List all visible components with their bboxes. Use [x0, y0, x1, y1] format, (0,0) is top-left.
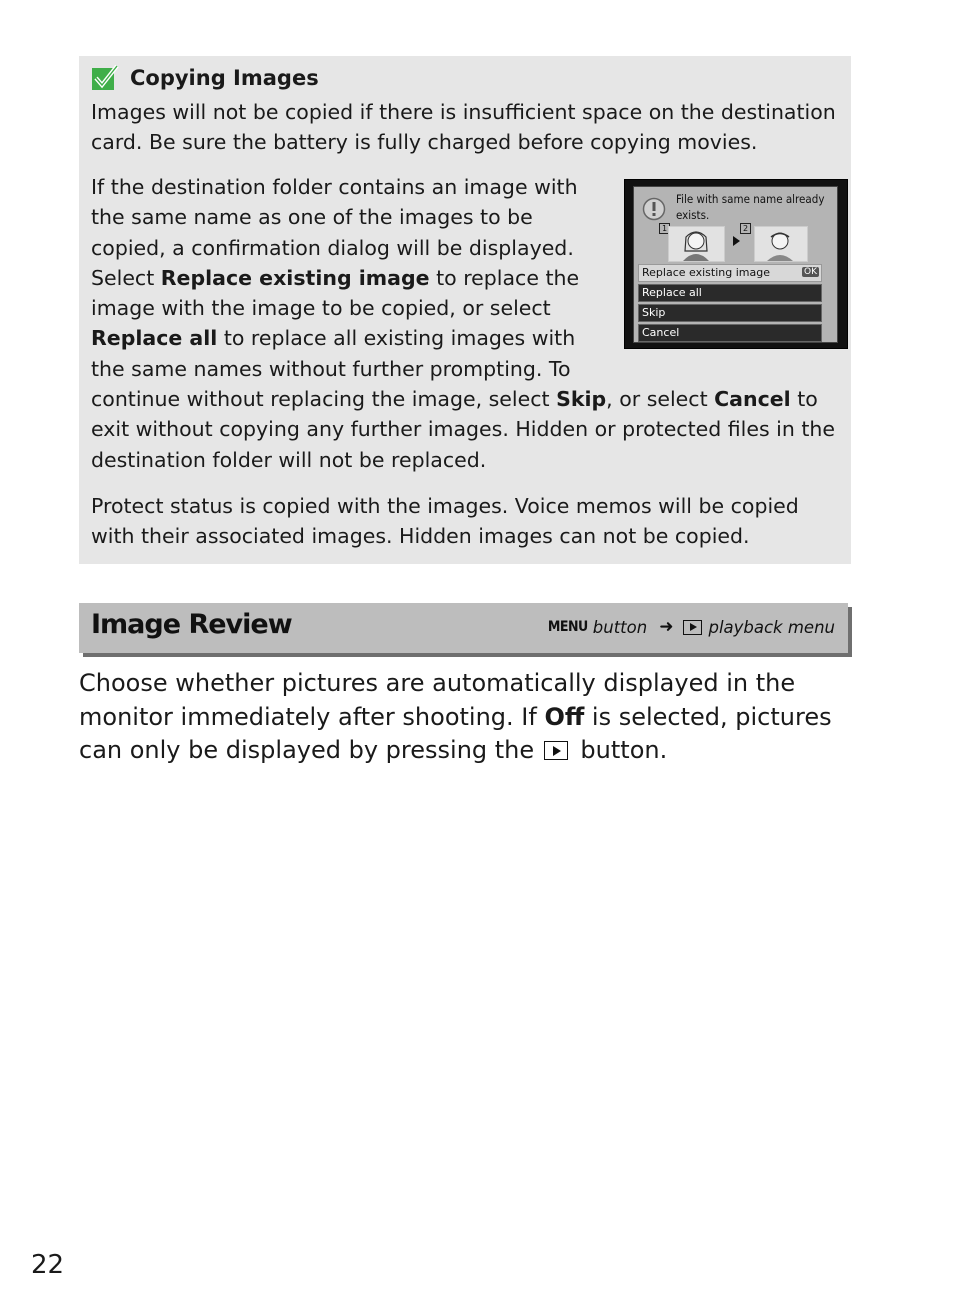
note-paragraph-dialog: File with same name already exists. 1 2 Replace existing image OK Replace all Skip Cancel If the destination folder contains an image with the same name as one of the images to be copied, a confirmation dialog will be displayed. Select Replace existing image to replace the image with the image to be copied, or select Replace all to replace all existing images with the same names without further prompting. To continue without replacing the image, select Skip, or select Cancel to exit without copying any further images. Hidden or protected files in the destination folder will not be replaced.	[91, 172, 839, 475]
section-title: Image Review	[91, 609, 292, 640]
copying-images-note	[79, 56, 851, 564]
menu-item-cancel[interactable]: Cancel	[638, 324, 822, 342]
replace-existing-term: Replace existing image	[160, 265, 430, 290]
ok-badge: OK	[804, 267, 817, 277]
dialog-message: File with same name already exists.	[676, 192, 825, 222]
arrow-icon: ➜	[659, 617, 674, 637]
menu-item-replace-existing[interactable]: Replace existing image OK	[638, 264, 822, 282]
arrow-right-icon	[733, 236, 740, 246]
menu-item-replace-all[interactable]: Replace all	[638, 284, 822, 302]
playback-icon	[683, 620, 702, 635]
existing-image-thumbnail	[668, 226, 725, 262]
menu-item-skip[interactable]: Skip	[638, 304, 822, 322]
image-review-description: Choose whether pictures are automatically displayed in the monitor immediately after shooting. If Off is selected, pictures can only be displayed by pressing the button.	[79, 669, 832, 764]
menu-button-label: MENU	[547, 619, 588, 635]
replace-all-term: Replace all	[91, 326, 218, 351]
dialog-menu	[638, 264, 822, 344]
check-icon	[91, 65, 119, 91]
skip-term: Skip	[556, 387, 607, 412]
menu-path: MENU button ➜ playback menu	[547, 617, 835, 637]
confirmation-dialog-screenshot	[624, 179, 852, 357]
camera-monitor	[624, 179, 848, 349]
off-term: Off	[544, 702, 585, 731]
note-header	[91, 62, 319, 94]
cancel-term: Cancel	[714, 387, 791, 412]
note-paragraph-protect: Protect status is copied with the images. Voice memos will be copied with their associated images. Hidden images can not be copied.	[91, 494, 799, 549]
page-number: 22	[31, 1250, 65, 1280]
note-paragraph-space: Images will not be copied if there is insufficient space on the destination card. Be sure the battery is fully charged before copying movies.	[91, 100, 836, 155]
note-title: Copying Images	[130, 66, 319, 90]
section-header	[79, 603, 848, 653]
new-image-thumbnail	[754, 226, 808, 262]
warning-icon	[642, 197, 666, 221]
playback-button-icon	[544, 741, 568, 760]
slot-2-icon: 2	[740, 223, 751, 234]
slot-1-icon: 1	[659, 223, 670, 234]
